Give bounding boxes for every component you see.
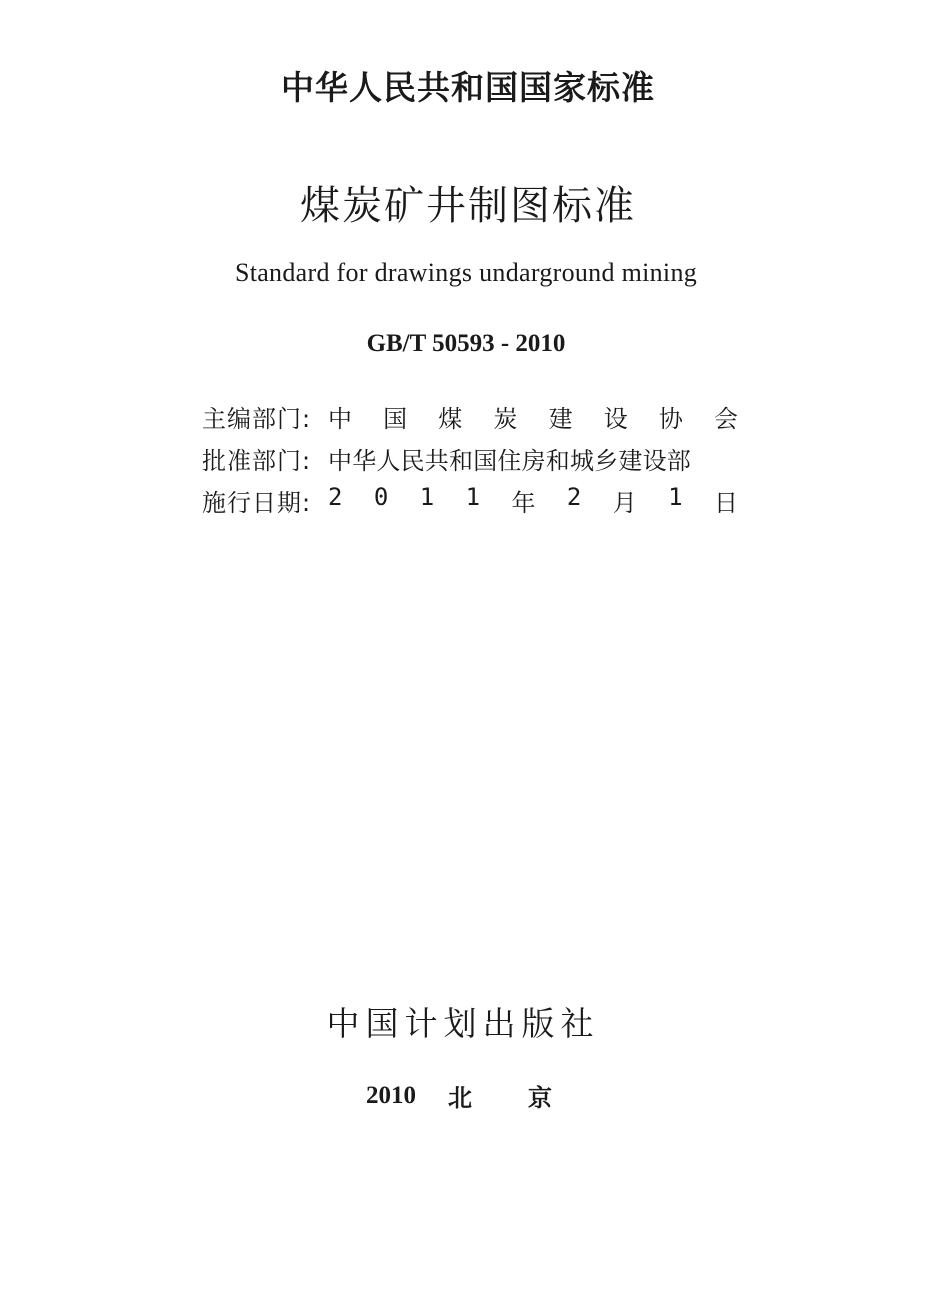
date-char: 2 <box>566 482 582 511</box>
editor-char: 炭 <box>493 404 518 433</box>
approver-row <box>202 440 738 476</box>
editor-char: 国 <box>383 404 408 433</box>
imprint-line <box>366 1078 552 1113</box>
date-char: 1 <box>465 482 481 511</box>
date-char: 1 <box>419 482 435 511</box>
date-char: 1 <box>668 482 683 511</box>
editor-label: 主编部门: <box>202 404 312 433</box>
publisher-name: 中国计划出版社 <box>326 1004 600 1043</box>
approver-label: 批准部门: <box>202 446 312 475</box>
effective-date-row <box>202 482 738 518</box>
editor-char: 会 <box>713 404 738 433</box>
editor-char: 设 <box>603 404 628 433</box>
imprint-city-char: 京 <box>528 1084 552 1112</box>
editor-row <box>202 398 738 434</box>
series-title: 中华人民共和国国家标准 <box>281 68 655 107</box>
editor-char: 煤 <box>438 404 463 433</box>
date-char: 0 <box>373 482 389 511</box>
date-char: 月 <box>612 488 637 517</box>
effective-date-label: 施行日期: <box>202 488 312 517</box>
date-char: 日 <box>713 488 738 517</box>
editor-char: 中 <box>328 404 352 433</box>
chinese-title: 煤炭矿井制图标准 <box>300 183 636 229</box>
imprint-city-char: 北 <box>448 1084 472 1112</box>
editor-value <box>328 399 738 434</box>
editor-char: 建 <box>548 404 573 433</box>
date-char: 年 <box>511 488 536 517</box>
editor-char: 协 <box>658 404 683 433</box>
approver-value: 中华人民共和国住房和城乡建设部 <box>328 446 691 475</box>
date-char: 2 <box>328 482 343 511</box>
effective-date-value <box>328 483 738 518</box>
imprint-year: 2010 <box>366 1081 416 1109</box>
standard-number: GB/T 50593 - 2010 <box>366 330 566 357</box>
english-title: Standard for drawings undarground mining <box>234 258 698 287</box>
